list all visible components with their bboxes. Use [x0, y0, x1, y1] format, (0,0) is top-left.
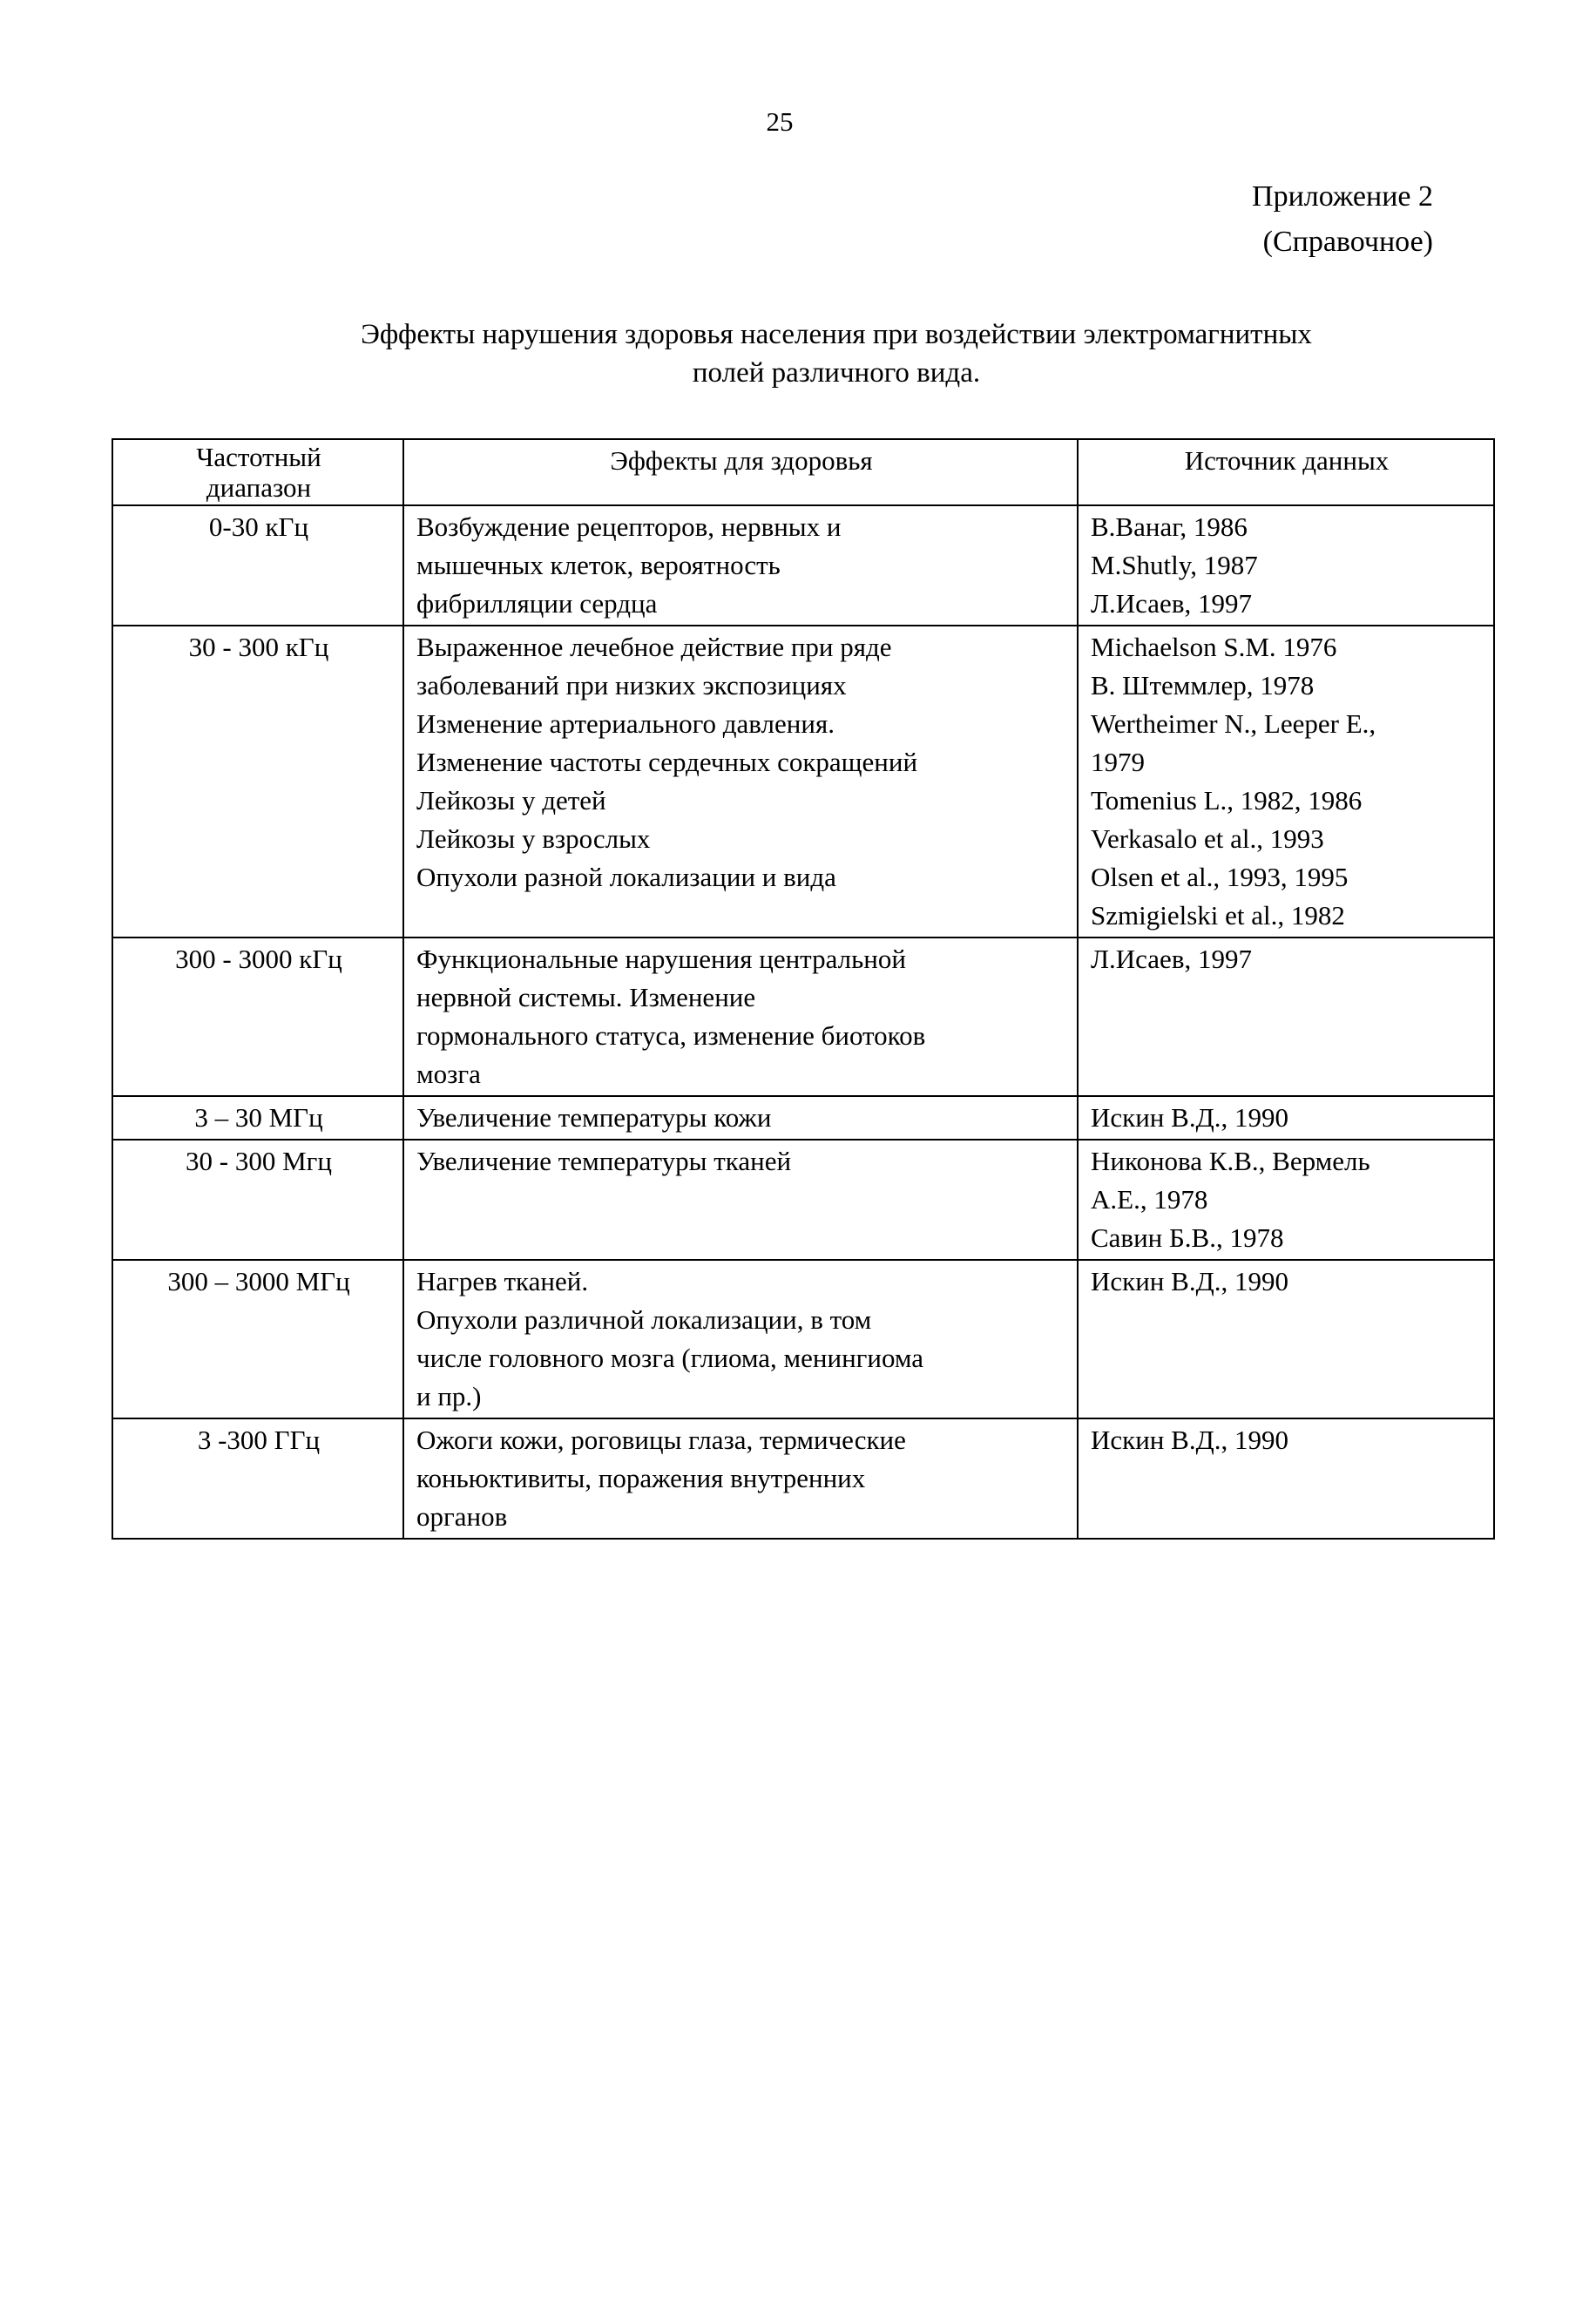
effect-line: числе головного мозга (глиома, менингиома — [416, 1343, 924, 1373]
effect-line: и пр.) — [416, 1381, 482, 1411]
source-cell — [1078, 1260, 1494, 1418]
effect-line: Лейкозы у детей — [416, 785, 606, 816]
effect-line: заболеваний при низких экспозициях — [416, 670, 847, 701]
source-line: Szmigielski et al., 1982 — [1091, 900, 1345, 931]
frequency-cell: 30 - 300 Мгц — [112, 1140, 403, 1260]
source-line: Искин В.Д., 1990 — [1091, 1102, 1288, 1133]
source-line: Olsen et al., 1993, 1995 — [1091, 862, 1349, 892]
effects-cell — [403, 505, 1078, 626]
source-cell — [1078, 1418, 1494, 1539]
effects-cell — [403, 1140, 1078, 1260]
page-number: 25 — [766, 106, 794, 137]
effect-line: Ожоги кожи, роговицы глаза, термические — [416, 1425, 906, 1455]
effect-line: фибрилляции сердца — [416, 588, 658, 619]
header-frequency-line-2: диапазон — [206, 472, 312, 503]
effect-line: Увеличение температуры тканей — [416, 1146, 792, 1176]
source-line: M.Shutly, 1987 — [1091, 550, 1258, 580]
header-source: Источник данных — [1078, 439, 1494, 505]
title-line-1: Эффекты нарушения здоровья населения при воздействии электромагнитных — [361, 319, 1312, 350]
effect-line: нервной системы. Изменение — [416, 982, 756, 1012]
source-line: Искин В.Д., 1990 — [1091, 1266, 1288, 1296]
frequency-cell: 300 – 3000 МГц — [112, 1260, 403, 1418]
source-line: Verkasalo et al., 1993 — [1091, 823, 1324, 854]
table-row — [112, 1418, 1494, 1539]
source-line: Искин В.Д., 1990 — [1091, 1425, 1288, 1455]
effect-line: Лейкозы у взрослых — [416, 823, 651, 854]
document-title — [209, 315, 1464, 392]
effect-line: органов — [416, 1501, 508, 1532]
effect-line: Возбуждение рецепторов, нервных и — [416, 511, 842, 542]
effect-line: Нагрев тканей. — [416, 1266, 589, 1296]
source-line: Савин Б.В., 1978 — [1091, 1222, 1284, 1253]
effect-line: Опухоли разной локализации и вида — [416, 862, 836, 892]
frequency-cell: 3 -300 ГГц — [112, 1418, 403, 1539]
table-header-row — [112, 439, 1494, 505]
source-cell — [1078, 626, 1494, 938]
effect-line: Опухоли различной локализации, в том — [416, 1304, 872, 1335]
effects-table — [112, 438, 1495, 1540]
effects-cell — [403, 1260, 1078, 1418]
effect-line: Изменение артериального давления. — [416, 708, 835, 739]
source-line: А.Е., 1978 — [1091, 1184, 1208, 1215]
effect-line: Изменение частоты сердечных сокращений — [416, 747, 918, 777]
frequency-cell: 30 - 300 кГц — [112, 626, 403, 938]
effect-line: мозга — [416, 1059, 481, 1089]
source-cell — [1078, 938, 1494, 1096]
appendix-label: Приложение 2 — [1252, 180, 1433, 213]
effect-line: гормонального статуса, изменение биотоков — [416, 1020, 926, 1051]
source-line: В.Ванаг, 1986 — [1091, 511, 1248, 542]
source-line: Tomenius L., 1982, 1986 — [1091, 785, 1363, 816]
source-line: Michaelson S.M. 1976 — [1091, 632, 1337, 662]
appendix-block — [1252, 174, 1433, 265]
source-cell — [1078, 1140, 1494, 1260]
table-row — [112, 626, 1494, 938]
effects-cell — [403, 938, 1078, 1096]
source-cell — [1078, 505, 1494, 626]
table-row — [112, 938, 1494, 1096]
table-row — [112, 1140, 1494, 1260]
appendix-type: (Справочное) — [1262, 226, 1433, 258]
effects-cell — [403, 626, 1078, 938]
source-line: 1979 — [1091, 747, 1145, 777]
table-row — [112, 1096, 1494, 1140]
source-line: В. Штеммлер, 1978 — [1091, 670, 1315, 701]
frequency-cell: 3 – 30 МГц — [112, 1096, 403, 1140]
source-line: Л.Исаев, 1997 — [1091, 588, 1252, 619]
effect-line: Функциональные нарушения центральной — [416, 944, 906, 974]
source-line: Никонова К.В., Вермель — [1091, 1146, 1370, 1176]
source-cell — [1078, 1096, 1494, 1140]
title-line-2: полей различного вида. — [692, 357, 981, 389]
effects-cell — [403, 1096, 1078, 1140]
source-line: Wertheimer N., Leeper E., — [1091, 708, 1376, 739]
header-frequency — [112, 439, 403, 505]
effect-line: мышечных клеток, вероятность — [416, 550, 781, 580]
header-effects: Эффекты для здоровья — [403, 439, 1078, 505]
table-row — [112, 1260, 1494, 1418]
effect-line: Выраженное лечебное действие при ряде — [416, 632, 892, 662]
effect-line: коньюктивиты, поражения внутренних — [416, 1463, 866, 1493]
table-row — [112, 505, 1494, 626]
frequency-cell: 0-30 кГц — [112, 505, 403, 626]
frequency-cell: 300 - 3000 кГц — [112, 938, 403, 1096]
effects-cell — [403, 1418, 1078, 1539]
source-line: Л.Исаев, 1997 — [1091, 944, 1252, 974]
effect-line: Увеличение температуры кожи — [416, 1102, 772, 1133]
header-frequency-line-1: Частотный — [196, 442, 321, 472]
table-body — [112, 505, 1494, 1539]
